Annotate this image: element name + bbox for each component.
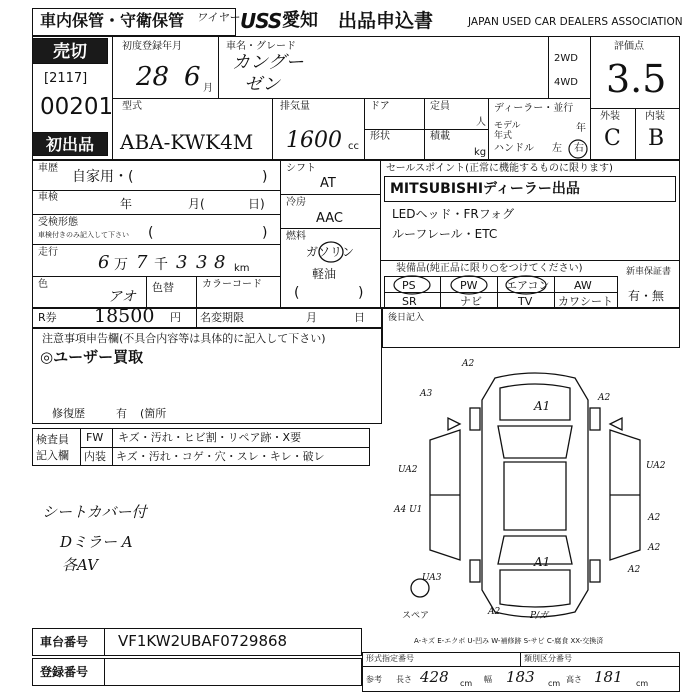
mileage-man: 6 — [98, 252, 110, 273]
diagram-label: A2 — [648, 513, 661, 523]
model-code: ABA-KWK4M — [120, 130, 254, 154]
equipment-pw: PW — [460, 279, 478, 292]
model-label: 型式 — [122, 101, 142, 112]
diagram-label: A2 — [462, 359, 475, 369]
fuel-label: 燃料 — [286, 231, 306, 242]
grid-line — [80, 447, 370, 448]
name-change-month: 月 — [306, 311, 317, 324]
year-unit: 年 — [576, 123, 586, 134]
mileage-unit: km — [234, 263, 250, 274]
inspection-label: 車検 — [38, 192, 58, 203]
mileage-man-unit: 万 — [114, 257, 128, 273]
inspection-day: 日) — [248, 197, 265, 211]
category-label: 類別区分番号 — [524, 654, 572, 663]
user-buy: ◎ユーザー買取 — [40, 348, 144, 366]
length-unit: cm — [460, 679, 473, 688]
inspector-interior: 内装 — [84, 450, 106, 463]
uss-logo: USS — [240, 9, 282, 33]
sales-points-line1: MITSUBISHIディーラー出品 — [390, 181, 580, 197]
height-label: 高さ — [566, 675, 582, 684]
evaluation-label: 評価点 — [614, 41, 644, 52]
width-label: 幅 — [484, 675, 492, 684]
load-unit: kg — [474, 147, 487, 158]
doors-label: ドア — [370, 101, 390, 112]
grid-line — [104, 658, 105, 686]
dealer-label: ディーラー・並行 — [494, 103, 574, 114]
equipment-aw: AW — [574, 279, 592, 292]
displacement-unit: cc — [348, 141, 359, 152]
diagram-label: UA2 — [646, 461, 666, 471]
grid-line — [520, 652, 521, 666]
diagram-label: スペア — [402, 611, 430, 621]
mileage-sen-unit: 千 — [154, 257, 168, 273]
grid-line — [196, 308, 197, 328]
grid-line — [272, 98, 273, 160]
grid-line — [488, 98, 489, 160]
handwritten-note: Dミラー A — [60, 533, 133, 551]
lot-number: 00201 — [40, 94, 114, 120]
aircon-value: AAC — [316, 211, 343, 226]
handle-right: 右 — [574, 143, 584, 154]
header-org: 愛知 — [282, 10, 318, 31]
mileage-sen: 7 — [136, 252, 148, 273]
grid-line — [32, 244, 280, 245]
equipment-navi: ナビ — [460, 295, 482, 308]
repair-history-label: 修復歴 — [52, 407, 85, 420]
model-year-label: モデル年式 — [494, 121, 521, 141]
form-title: 出品申込書 — [338, 10, 434, 32]
load-label: 積載 — [430, 131, 450, 142]
type-designation-label: 形式指定番号 — [366, 654, 414, 663]
grid-line — [280, 228, 380, 229]
reference-label: 参考 — [366, 675, 382, 684]
displacement-value: 1600 — [286, 128, 342, 153]
mileage-digit: 8 — [214, 252, 226, 273]
fuel-close: ) — [358, 285, 364, 301]
registration-month-unit: 月 — [203, 83, 213, 94]
handle-label: ハンドル — [494, 143, 534, 154]
header-storage-type: 車内保管・守衛保管 — [40, 11, 185, 30]
color-code-label: カラーコード — [202, 279, 262, 290]
diagram-label: A2 — [488, 607, 501, 617]
fuel-diesel: 軽油 — [312, 267, 337, 281]
grid-line — [590, 36, 591, 160]
fuel-open: ( — [294, 285, 300, 301]
sold-label: 売切 — [53, 42, 87, 62]
sales-points-line3: ルーフレール・ETC — [392, 227, 498, 241]
car-grade: ゼン — [244, 74, 280, 95]
sales-points-line2: LEDヘッド・FRフォグ — [392, 207, 515, 221]
color-label: 色 — [38, 279, 48, 290]
registration-year: 28 — [136, 62, 170, 92]
repair-history-value: 有 — [116, 407, 127, 420]
name-change-label: 名変期限 — [200, 311, 244, 324]
header-storage-note: ワイヤー — [196, 11, 240, 24]
diagram-label: A1 — [534, 555, 551, 569]
exterior-label: 外装 — [600, 111, 620, 122]
grid-line — [112, 428, 113, 466]
height-value: 181 — [594, 668, 623, 686]
inspector-entry-label: 記入欄 — [36, 449, 69, 462]
fuel-gasoline: ガソリン — [306, 245, 355, 259]
grid-line — [380, 260, 680, 261]
equipment-sr: SR — [402, 295, 417, 308]
handwritten-note: 各AV — [62, 556, 98, 574]
color-value: アオ — [108, 289, 136, 305]
grid-line — [362, 666, 680, 667]
warranty-value: 有・無 — [628, 289, 665, 303]
registration-month: 6 — [184, 62, 201, 92]
diagram-label: A2 — [628, 565, 641, 575]
handle-left: 左 — [552, 143, 562, 154]
chassis-label: 車台番号 — [40, 635, 89, 649]
history-value: 自家用・( — [72, 169, 134, 185]
diagram-label: A4 U1 — [394, 505, 423, 515]
receipt-note: 車検付きのみ記入して下さい — [38, 231, 129, 239]
grid-line — [146, 276, 147, 308]
mileage-label: 走行 — [38, 247, 58, 258]
inspector-label: 検査員 — [36, 433, 69, 446]
equipment-leather: カワシート — [558, 295, 613, 308]
grid-line — [364, 129, 488, 130]
car-name: カングー — [232, 52, 304, 73]
grid-line — [104, 628, 105, 656]
sales-points-label: セールスポイント(正常に機能するものに限ります) — [386, 163, 613, 174]
diagram-label: UA3 — [422, 573, 442, 583]
diagram-legend: A-キズ E-エクボ U-凹み W-補修跡 S-サビ C-腐食 XX-交換済 — [414, 637, 604, 645]
diagram-label: A3 — [420, 389, 433, 399]
first-listing-label: 初出品 — [45, 135, 94, 154]
grid-line — [196, 276, 197, 308]
diagram-label: A2 — [648, 543, 661, 553]
inspection-year: 年 — [120, 197, 133, 211]
color-change: 色替 — [152, 281, 174, 294]
grid-line — [32, 214, 280, 215]
diagram-label: UA2 — [398, 465, 418, 475]
grid-line — [554, 276, 555, 308]
registration-label: 初度登録年月 — [122, 41, 182, 52]
length-label: 長さ — [396, 675, 412, 684]
warranty-label: 新車保証書 — [626, 267, 672, 277]
history-label: 車歴 — [38, 163, 58, 174]
grid-line — [32, 190, 280, 191]
diagram-label: A1 — [534, 399, 551, 413]
mileage-digit: 3 — [196, 252, 208, 273]
handwritten-note: シートカバー付 — [42, 503, 147, 521]
grid-line — [380, 160, 381, 308]
equipment-aircon: エアコン — [506, 279, 550, 292]
aircon-label: 冷房 — [286, 197, 306, 208]
right-handle-circle — [566, 137, 590, 161]
chassis-number: VF1KW2UBAF0729868 — [118, 632, 288, 650]
later-entry-box — [382, 308, 680, 348]
diagram-label: A2 — [598, 393, 611, 403]
shape-label: 形状 — [370, 131, 390, 142]
recycle-unit: 円 — [170, 311, 181, 324]
later-entry-label: 後日記入 — [388, 313, 425, 323]
grid-line — [280, 194, 380, 195]
mileage-digit: 3 — [176, 252, 188, 273]
inspector-fw: FW — [86, 431, 104, 444]
grid-line — [635, 108, 636, 160]
capacity-unit: 人 — [476, 117, 486, 128]
evaluation-score: 3.5 — [606, 57, 667, 101]
shift-label: シフト — [286, 163, 316, 174]
interior-label: 内装 — [645, 111, 665, 122]
capacity-label: 定員 — [430, 101, 450, 112]
drive-2wd: 2WD — [554, 53, 578, 64]
width-value: 183 — [506, 668, 535, 686]
gasoline-circle — [316, 238, 346, 266]
registration-number-label: 登録番号 — [40, 665, 89, 679]
grid-line — [280, 160, 281, 308]
equipment-circles — [384, 272, 554, 296]
equipment-ps: PS — [402, 279, 416, 292]
lot-code: [2117] — [44, 71, 88, 86]
recycle-label: R券 — [38, 311, 57, 324]
grid-line — [218, 36, 219, 98]
car-name-label: 車名・グレード — [226, 41, 296, 52]
car-damage-diagram — [394, 359, 670, 628]
name-change-day: 日 — [354, 311, 365, 324]
exterior-grade: C — [604, 126, 621, 151]
diagram-label: P/ガ — [530, 611, 549, 621]
inspector-row2: キズ・汚れ・コゲ・穴・スレ・キレ・破レ — [116, 450, 325, 463]
interior-grade: B — [648, 126, 665, 151]
drive-4wd: 4WD — [554, 77, 578, 88]
receipt-open: ( — [148, 225, 154, 241]
repair-part: (箇所 — [140, 407, 167, 420]
grid-line — [112, 98, 590, 99]
header-english: JAPAN USED CAR DEALERS ASSOCIATION — [468, 16, 683, 28]
grid-line — [548, 36, 549, 98]
equipment-tv: TV — [518, 295, 533, 308]
height-unit: cm — [636, 679, 649, 688]
equipment-label: 装備品(純正品に限り○をつけてください) — [396, 263, 583, 274]
history-close: ) — [262, 169, 268, 185]
length-value: 428 — [420, 668, 449, 686]
displacement-label: 排気量 — [280, 101, 310, 112]
inspector-row1: キズ・汚れ・ヒビ割・リペア跡・X要 — [118, 431, 302, 444]
recycle-value: 18500 — [94, 305, 155, 327]
inspection-month: 月( — [188, 197, 205, 211]
shift-value: AT — [320, 176, 336, 191]
notes-label: 注意事項申告欄(不具合内容等は具体的に記入して下さい) — [42, 332, 326, 345]
receipt-label: 受検形態 — [38, 217, 78, 228]
width-unit: cm — [548, 679, 561, 688]
receipt-close: ) — [262, 225, 268, 241]
grid-line — [32, 276, 280, 277]
